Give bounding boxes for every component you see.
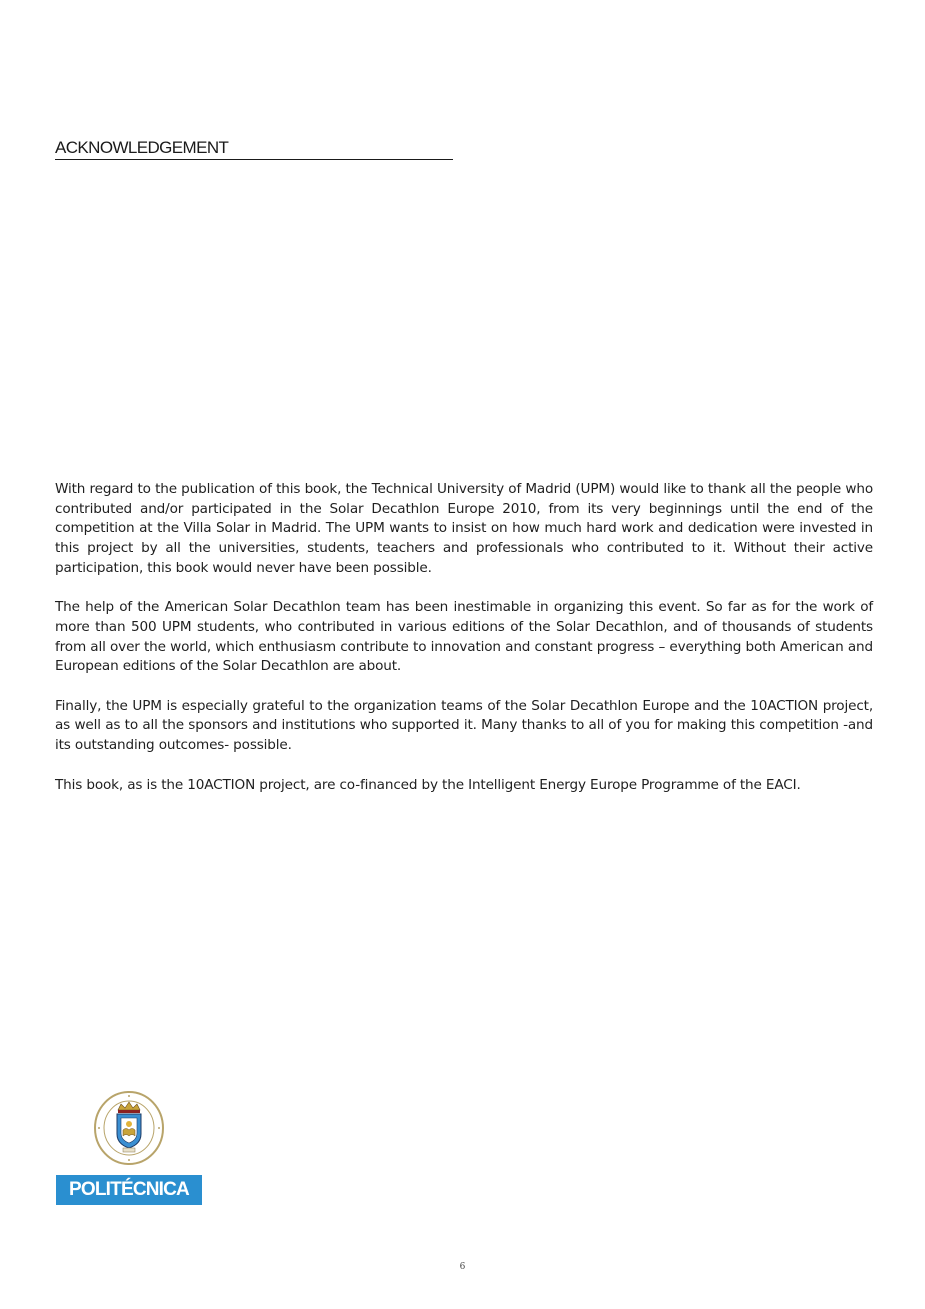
- politecnica-wordmark: POLITÉCNICA: [56, 1175, 202, 1205]
- upm-logo: [56, 1088, 202, 1206]
- paragraph-thanks: With regard to the publication of this book, the Technical University of Madrid (UPM) would like to thank all the people who contributed and/or participated in the Solar Decathlon Europe 2010, from its very beginnings until the end of the competition at the Villa Solar in Madrid. The UPM wants to insist on how much hard work and dedication were invested in this project by all the universities, students, teachers and professionals who contributed to it. Without their active participation, this book would never have been possible.: [55, 481, 873, 576]
- paragraph-organization: Finally, the UPM is especially grateful to the organization teams of the Solar Decathlon Europe and the 10ACTION project, as well as to all the sponsors and institutions who supported it. Many thanks to all of you for making this competition -and its outstanding outcomes- possible.: [55, 697, 873, 754]
- paragraph-cofinanced: This book, as is the 10ACTION project, are co-financed by the Intelligent Energy Europe Programme of the EACI.: [55, 776, 801, 793]
- paragraph-american-team: The help of the American Solar Decathlon team has been inestimable in organizing this event. So far as for the work of more than 500 UPM students, who contributed in various editions of the Solar Decathlon, and of thousands of students from all over the world, which enthusiasm contribute to innovation and constant progress – everything both American and European editions of the Solar Decathlon are about.: [55, 599, 873, 675]
- page-number: 6: [459, 1262, 466, 1272]
- university-seal-icon: [93, 1090, 165, 1166]
- section-heading: ACKNOWLEDGEMENT: [55, 138, 453, 160]
- body-text: [55, 480, 873, 815]
